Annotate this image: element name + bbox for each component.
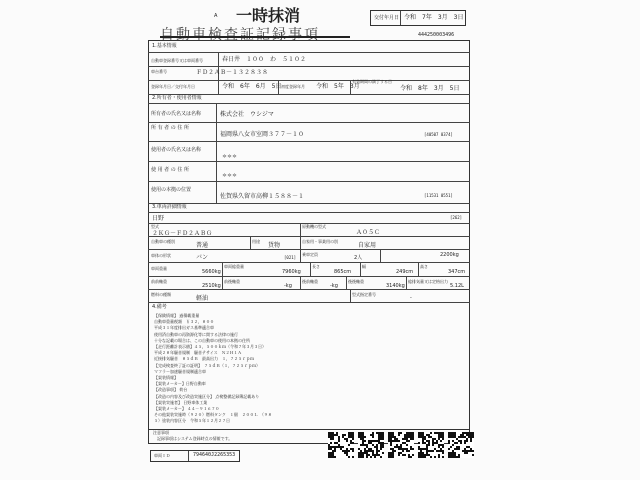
strike-line [160,36,350,38]
reg-date: 令和 6年 6月 5日 [222,83,282,90]
issue-date-box [370,10,466,26]
width-label: 幅 [362,264,366,269]
remarks-line: 平成３１年度排出ガス基準適合車 [154,325,214,331]
height: 347cm [448,269,466,275]
weight-label: 車両重量 [151,266,167,271]
remarks-line: マフラー加速騒音規制適合車 [154,368,206,374]
engine: Ａ０５Ｃ [356,229,381,236]
user-address-label: 使 用 者 の 住 所 [151,167,189,173]
length: 865cm [334,269,352,275]
length-label: 長さ [312,264,320,269]
remarks-line: 【架装情報】 [154,375,178,380]
model: ２ＫＧ－ＦＤ２ＡＢＧ [152,230,213,237]
remarks-line: 【架装実施者】 日野車体工業 [154,399,208,405]
section4-heading: 4.備考 [152,304,167,310]
qr-code-1 [328,432,354,458]
remarks-line: 【保険情報】 過積載重量 [154,313,200,318]
qr-code-3 [388,432,414,458]
maker: 日野 [152,215,165,222]
expiry-label: 有効期間の満了する日 [352,79,392,84]
width: 249cm [396,269,414,275]
height-label: 高さ [420,264,428,269]
rear-axle: -kg [330,283,338,289]
owner-address-label: 所 有 者 の 住 所 [151,125,189,131]
remarks-line: 使用済自動車の再資源化等に関する法律の施行 [154,331,238,337]
base-label: 使用の本拠の位置 [151,187,192,193]
remarks-line: その他架装実施時（９２０）燃料タンク １個 ２００Ｌ （９８ [154,412,272,418]
remarks-line: 平成２８年騒音規制 騒音テサイス Ｎ２Ｈ１Ａ [154,350,242,356]
first-reg-label: 初度登録年月 [281,84,305,89]
small-a-mark: A [214,13,218,19]
chassis-label: 車台番号 [151,69,167,74]
vehicle-id-box [150,450,240,462]
rear-axle-label: 後前軸重 [302,279,318,284]
body: バン [196,254,209,261]
remarks-line: 【走行距離計表示値】４５，５００ｋｍ（令和７年３月３日） [154,344,266,349]
section1-heading: 1.基本情報 [152,43,177,49]
rear2-axle: 3140kg [386,283,405,289]
max-load: 2200kg [440,252,459,258]
displacement-label: 総排気量又は定格出力 [408,279,448,284]
section2-heading: 2.所有者・使用者情報 [152,95,202,101]
vehicle-id: 794640J2265353 [193,452,236,458]
owner-code: [40507 0374] [424,132,453,137]
displacement: 5.12L [450,283,464,289]
remarks-line: 【架装メーカー】日野自動車 [154,381,206,387]
capacity: 2人 [354,255,363,261]
user-name: ＊＊＊ [222,154,238,160]
capacity-label: 乗車定員 [302,252,318,257]
mid-axle: -kg [284,283,292,289]
user-address: ＊＊＊ [222,173,238,179]
base-address: 佐賀県久留市高柳１５８８－１ [220,193,305,200]
remarks-line: 【完成検査終了証の証明】 ７５ｄＢ（１，７２５ｒｐｍ） [154,362,260,368]
kind-label: 自動車の種別 [151,239,175,244]
maker-code: [262] [450,215,463,220]
front-axle: 2510kg [202,283,221,289]
issue-date-label: 交付年月日 [374,15,400,21]
private-label: 自家用・事業用の別 [302,239,338,244]
doc-number: 444250003496 [418,32,455,38]
use-label: 用途 [252,239,260,244]
first-reg: 令和 5年 3月 [316,83,360,90]
reg-date-label: 登録年月日／交付年月日 [151,84,195,89]
remarks-line: 自動車重量税額 ￥３２，８００ [154,319,214,325]
model-label: 型式 [151,224,159,229]
owner-address: 福岡県八女市室岡３７７－１０ [220,131,305,138]
fuel: 軽油 [196,295,209,302]
class-no: - [410,295,412,301]
remarks-line: 十分な記載の場合は、この自動車の使用の本拠の住所 [154,337,250,343]
front-axle-label: 前前軸重 [151,279,167,284]
remarks-line: 近接排気騒音 ８５ｄＢ 最高出力 １，７２５ｒｐｍ [154,356,254,362]
class-label: 型式指定番号 [352,292,376,297]
use: 貨物 [268,242,281,249]
rear2-axle-label: 後後軸重 [348,279,364,284]
remarks-line: 【架装メーカー】 ４４－９１６７０ [154,406,220,411]
chassis-number: ＦＤ２ＡＢ－１３２８３８ [196,69,269,76]
notes-text: 記録事項はシステム登録時点の情報です。 [157,436,233,441]
reg-number: 春日井 １００ わ ５１０２ [222,56,307,63]
user-name-label: 使用者の氏名又は名称 [151,147,202,153]
owner-name: 株式会社 ウシジマ [220,111,274,118]
notes-heading: 注意事項 [153,430,169,435]
qr-code-5 [448,432,474,458]
qr-code-4 [418,432,444,458]
gross-label: 車両総重量 [224,264,244,269]
expiry-date: 令和 8年 3月 5日 [400,85,460,92]
fuel-label: 燃料の種類 [151,292,171,297]
remarks-line: 【改造の内容及び改造実施区分】 点検整備記録簿記載あり [154,393,260,399]
base-code: [11531 0551] [424,193,453,198]
vehicle-id-label: 車両ＩＤ [154,453,170,458]
owner-name-label: 所有者の氏名又は名称 [151,111,202,117]
body-code: [021] [284,255,297,260]
issue-date: 令和 7年 3月 3日 [404,14,464,21]
remarks-line: ５）塗装内容区分 令和５年１２月２７日 [154,418,230,424]
remarks-line: 【改造事項】 荷台 [154,387,188,393]
main-title: 一時抹消 [236,6,301,25]
private: 自家用 [358,242,377,249]
engine-label: 原動機の型式 [302,224,326,229]
reg-number-label: 自動車登録番号又は車両番号 [151,58,203,63]
weight: 5660kg [202,269,221,275]
section3-heading: 3.車両詳細情報 [152,204,187,210]
body-label: 車体の形状 [151,253,171,258]
gross: 7960kg [282,269,301,275]
kind: 普通 [196,242,209,249]
record-title: 自動車検査証記録事項 [160,27,320,43]
mid-axle-label: 前後軸重 [224,279,240,284]
qr-code-2 [358,432,384,458]
